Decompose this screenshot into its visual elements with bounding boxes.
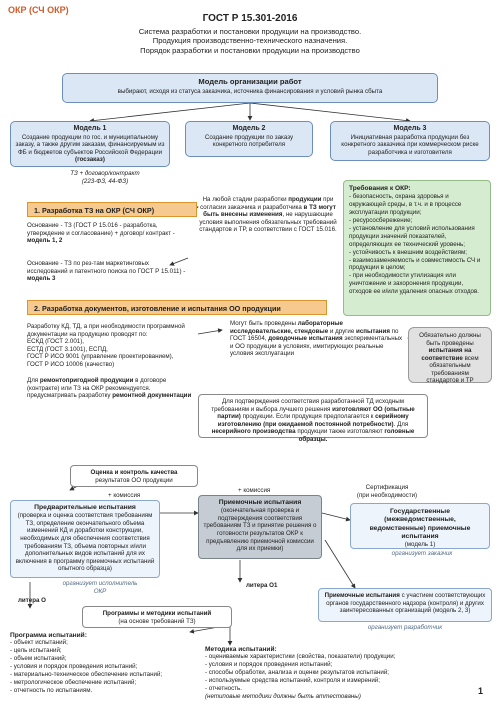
program-title: Программа испытаний: [10, 632, 87, 639]
basis-text: Основание - ТЗ по рез-там маркетинговых исследований и патентного поиска по ГОСТ Р 15.011) - [27, 260, 186, 275]
method-item: - оцениваемые характеристики (свойства, показатели) продукции; [205, 653, 396, 660]
method-item: - отчетность. [205, 684, 242, 692]
tests-bold: доводочные испытания [268, 335, 343, 343]
tz-contract-line: (223-ФЗ, 44-ФЗ) [81, 177, 129, 185]
mandatory-text: всем обязательным требованиям стандартов и ТР [426, 354, 479, 385]
program-item: - объект испытаний; [10, 639, 68, 646]
basis-text: Основание - ТЗ (ГОСТ Р 15.016 - разработка, утверждение и согласование) + договор/ контракт - [27, 222, 175, 237]
certification-line: (при необходимости) [356, 491, 418, 499]
page-title: ГОСТ Р 15.301-2016 [202, 13, 298, 24]
commission-label: + комиссия [108, 492, 141, 499]
note-text: На любой стадии разработки [202, 196, 287, 203]
method-item: - способы обработки, анализа и оценки результатов испытаний; [205, 668, 390, 676]
acceptance-title: Приемочные испытания [218, 499, 302, 506]
requirement-item: - установление для условий использования продукции значений показателей, определяющих ее технический уровень; [349, 224, 475, 248]
requirement-item: - ресурсосбережение; [349, 216, 413, 224]
model-2-box [185, 121, 313, 157]
quality-control-box [70, 465, 198, 487]
stage-2-header: 2. Разработка документов, изготовление и испытания ОО продукции [27, 300, 327, 315]
doc-item: ЕСТД (ГОСТ 3.1001), ЕСПД, [27, 345, 108, 353]
stage-2-repair-note [27, 377, 197, 400]
repair-bold: ремонтопригодной продукции [39, 377, 134, 384]
preliminary-organizer: организует исполнитель ОКР [62, 580, 138, 595]
method-item: - используемые средства испытаний, контроля и измерений; [205, 676, 380, 684]
model-organization-box [62, 73, 438, 103]
program-item: - метрологическое обеспечение испытаний; [10, 678, 137, 686]
stage-1-header: 1. Разработка ТЗ на ОКР (СЧ ОКР) [27, 202, 197, 217]
acceptance2-title: Приемочные испытания [324, 592, 400, 599]
model-1-tail: (госзаказ) [75, 156, 105, 164]
letter-o: литера О [18, 597, 46, 604]
model-3-title: Модель 3 [393, 125, 427, 132]
subtitle-line: Порядок разработки и постановки продукции на производство [140, 45, 360, 55]
requirement-item: - взаимозаменяемость и совместимость СЧ и продукции в целом; [349, 256, 481, 272]
commission-label: + комиссия [238, 487, 271, 494]
acceptance2-text: с участием соответствующих органов государственного надзора (контроля) и других заинтересованных организаций (модель 2, 3) [326, 592, 486, 615]
repair-text: в договоре (контракте) или ТЗ на ОКР рекомендуется. предусматривать разработку [27, 377, 167, 400]
test-program-list [10, 632, 190, 695]
state-organizer: организует заказчик [391, 550, 453, 557]
stage-2-tests-note [230, 320, 405, 358]
requirements-list [349, 193, 485, 296]
doc-item: ГОСТ Р ИСО 9001 (управление проектированием), [27, 353, 174, 361]
programs-sub: (на основе требований ТЗ) [118, 617, 196, 625]
conformity-confirmation-box [198, 394, 428, 443]
acceptance-supervision-box [318, 588, 492, 622]
model-3-box [330, 121, 490, 161]
model-org-title: Модель организации работ [198, 77, 302, 86]
stage-1-change-note [198, 196, 338, 234]
confirm-bold: несерийного производства [211, 428, 296, 436]
certification-note [342, 484, 432, 499]
program-item: - материально-техническое обеспечение испытаний; [10, 670, 163, 678]
okr-requirements-box [343, 180, 491, 316]
method-title: Методика испытаний: [205, 646, 277, 653]
requirement-item: - безопасность, охрана здоровья и окружающей среды, в т.ч. и в процессе эксплуатации продукции; [349, 193, 462, 216]
letter-o1: литера О1 [246, 582, 278, 589]
doc-item: ЕСКД (ГОСТ 2.001), [27, 338, 85, 346]
tests-bold: испытания [356, 327, 390, 335]
quality-line: Оценка и контроль качества [90, 469, 178, 476]
model-2-text: Создание продукции по заказу конкретного потребителя [204, 133, 294, 149]
page-number: 1 [478, 686, 484, 696]
programs-methods-box [82, 606, 232, 628]
mandatory-text: Обязательно должны быть проведены [419, 332, 481, 347]
program-item: - цель испытаний; [10, 646, 62, 654]
preliminary-title: Предварительные испытания [34, 504, 136, 511]
state-title: Государственные (межведомственные, ведомственные) приемочные испытания [369, 508, 471, 540]
model-1-title: Модель 1 [73, 125, 107, 132]
mandatory-tests-box [408, 327, 492, 383]
requirements-title: Требования к ОКР: [349, 185, 411, 192]
note-bold: продукции [288, 196, 322, 203]
state-acceptance-box [350, 503, 490, 549]
tz-contract-line: ТЗ + договор/контракт [70, 170, 140, 177]
model-2-title: Модель 2 [232, 125, 266, 132]
confirm-text: продукции. Если продукция предполагается к [242, 413, 374, 421]
stage-2-documents [27, 323, 197, 368]
model-3-text: Инициативная разработка продукции без конкретного заказчика при коммерческом риске разработчика и изготовителя [341, 133, 479, 156]
requirement-item: - при необходимости утилизация или уничтожение и захоронения продукции, отходов ее и/или удаления опасных отходов. [349, 272, 480, 296]
confirm-text: . Для [393, 420, 409, 428]
basis-bold: модель 3 [27, 275, 56, 283]
tests-text: Могут быть проведены [230, 320, 297, 327]
repair-text: Для [27, 377, 39, 384]
confirm-text: продукции также изготовляют [297, 428, 383, 436]
repair-bold: ремонтной документации [112, 392, 192, 400]
requirement-item: - устойчивость к внешним воздействиям; [349, 248, 467, 256]
test-method-list [205, 646, 485, 700]
tests-text: по ГОСТ 16504, [230, 327, 399, 343]
acceptance2-organizer: организует разработчик [367, 624, 443, 631]
program-item: - объем испытаний; [10, 654, 67, 662]
model-org-subtitle: выбирают, исходя из статуса заказчика, источника финансирования и условий рынка сбыта [117, 88, 383, 95]
confirm-bold: изготовляют ОО (опытные партии) [217, 405, 415, 421]
page-tag: ОКР (СЧ ОКР) [8, 5, 69, 15]
model-1-text: Создание продукции по гос. и муниципальному заказу, а также другим заказам, финансируемым из ФБ и бюджетов субъектов Российской Федерации [15, 133, 165, 156]
program-item: - условия и порядок проведения испытаний; [10, 662, 138, 670]
stage-1-basis-models-1-2 [27, 222, 187, 245]
tests-text: и другие [329, 327, 355, 335]
subtitle-line: Система разработки и постановки продукции на производство. [138, 27, 362, 36]
state-model: (модель 1) [404, 541, 436, 549]
basis-bold: модель 1, 2 [27, 237, 63, 245]
subtitle-line: Продукция производственно-технического назначения. [152, 36, 348, 46]
tz-contract-note [55, 170, 155, 185]
stage-1-basis-model-3 [27, 260, 187, 283]
note-text: , не нарушающие условия выполнения обязательных требований стандартов и ТР, в соответствии с ГОСТ 15.016. [199, 211, 337, 234]
note-bold: в ТЗ могут быть внесены изменения [203, 203, 336, 219]
confirm-bold: головные образцы. [298, 428, 415, 443]
doc-intro: Разработку КД, ТД, а при необходимости программной документации на продукцию проводят по: [27, 323, 185, 338]
method-note: (нетиповые методики должны быть аттестованы) [205, 692, 361, 700]
quality-line: результатов ОО продукции [95, 476, 173, 484]
model-1-box [10, 121, 170, 167]
acceptance-tests-box [198, 495, 322, 559]
confirm-text: Для подтверждения соответствия разработанной ТД исходным требованиям и выбора лучшего решения [211, 398, 405, 413]
certification-line: Сертификация [365, 484, 409, 491]
tests-bold: лабораторные исследовательские, стендовые [230, 320, 343, 335]
tests-text: экспериментальных и ОО продукции в условиях, имитирующих реальные условия эксплуатации [230, 335, 403, 358]
method-item: - условия и порядок проведения испытаний; [205, 660, 333, 668]
preliminary-text: (проверка и оценка соответствия требованиям ТЗ, определение окончательного объема изменений КД и доработки конструкции, необходимых для обеспечения соответствия требованиям ТЗ, объема повторных и/или дополнительных видов испытаний для их включения в программу приемочных испытаний опытного образца) [15, 512, 155, 573]
program-item: - отчетность по испытаниям. [10, 686, 93, 694]
doc-item: ГОСТ Р ИСО 10006 (качество) [27, 360, 115, 368]
confirm-bold: серийному изготовлению (при ожидаемой постоянной потребности) [217, 413, 409, 428]
preliminary-tests-box [10, 500, 160, 578]
page-subtitle [70, 27, 430, 55]
mandatory-bold: испытания на соответствие [421, 347, 472, 362]
programs-title: Программы и методики испытаний [102, 610, 212, 617]
acceptance-text: (окончательная проверка и подтверждения соответствия требованиям ТЗ и принятие решения о готовности результатов ОКР к предъявлению приемочной комиссии для их приемки) [203, 507, 317, 553]
note-text: при согласии заказчика и разработчика [200, 196, 334, 211]
